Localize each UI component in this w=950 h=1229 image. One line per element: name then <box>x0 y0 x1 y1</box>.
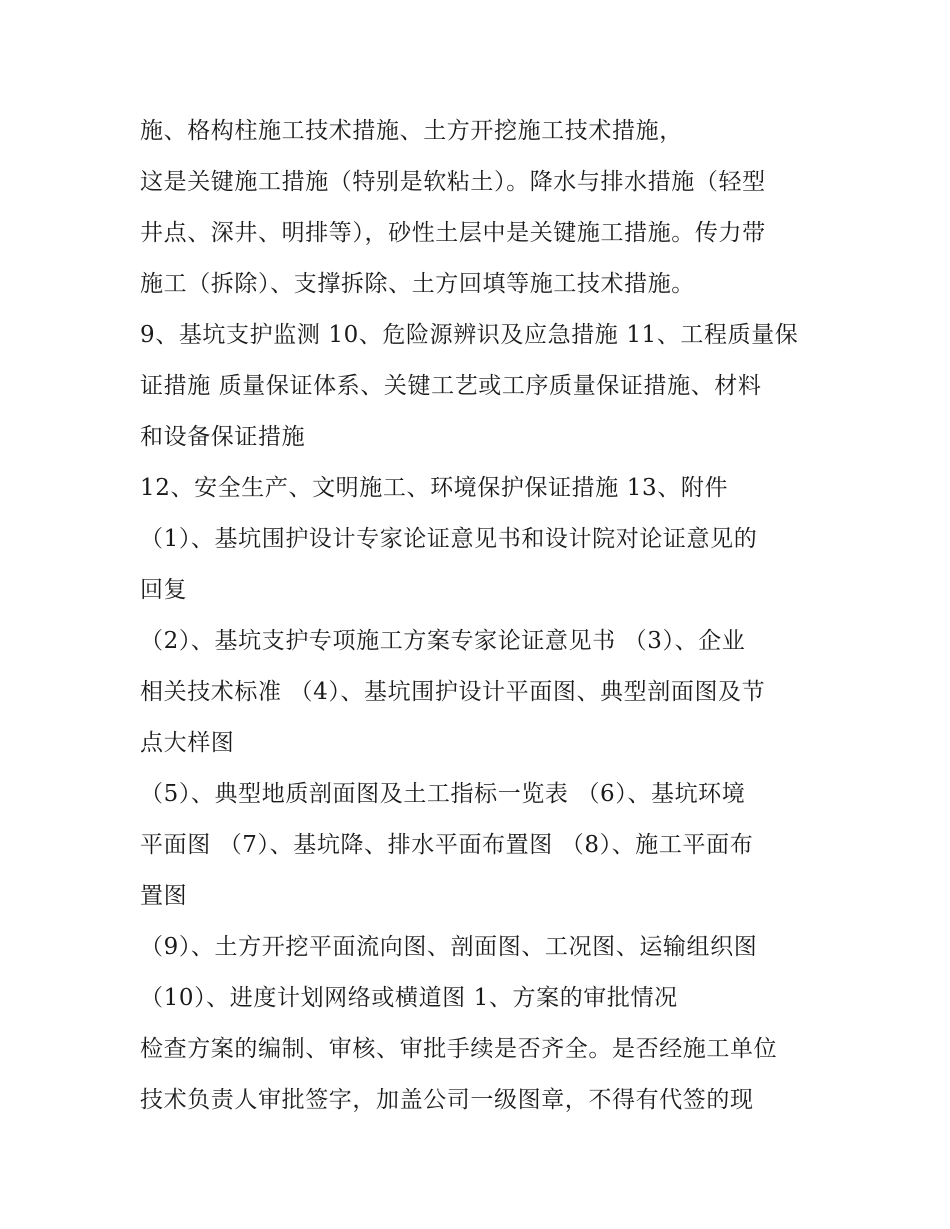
text-line: （5）、典型地质剖面图及土工指标一览表 （6）、基坑环境 <box>140 781 746 807</box>
document-body <box>140 106 830 1126</box>
text-line: 回复 <box>140 577 188 603</box>
text-line: 点大样图 <box>140 730 235 756</box>
text-line: 证措施 质量保证体系、关键工艺或工序质量保证措施、材料 <box>140 373 762 399</box>
text-line: 置图 <box>140 883 188 909</box>
text-line: 施、格构柱施工技术措施、土方开挖施工技术措施， <box>140 118 683 144</box>
text-line: 相关技术标准 （4）、基坑围护设计平面图、典型剖面图及节 <box>140 679 766 705</box>
text-line: 和设备保证措施 <box>140 424 306 450</box>
text-line: 技术负责人审批签字，加盖公司一级图章，不得有代签的现 <box>140 1087 754 1113</box>
text-line: （1）、基坑围护设计专家论证意见书和设计院对论证意见的 <box>140 526 758 552</box>
text-line: 平面图 （7）、基坑降、排水平面布置图 （8）、施工平面布 <box>140 832 754 858</box>
text-line: （9）、土方开挖平面流向图、剖面图、工况图、运输组织图 <box>140 934 758 960</box>
text-line: （2）、基坑支护专项施工方案专家论证意见书 （3）、企业 <box>140 628 746 654</box>
text-line: 施工（拆除）、支撑拆除、土方回填等施工技术措施。 <box>140 271 695 297</box>
text-line: 这是关键施工措施（特别是软粘土）。降水与排水措施（轻型 <box>140 169 766 195</box>
text-line: 井点、深井、明排等），砂性土层中是关键施工措施。传力带 <box>140 220 766 246</box>
text-line: （10）、进度计划网络或横道图 1、方案的审批情况 <box>140 985 678 1011</box>
text-line: 9、基坑支护监测 10、危险源辨识及应急措施 11、工程质量保 <box>140 322 799 348</box>
text-line: 检查方案的编制、审核、审批手续是否齐全。是否经施工单位 <box>140 1036 778 1062</box>
text-line: 12、安全生产、文明施工、环境保护保证措施 13、附件 <box>140 475 729 501</box>
